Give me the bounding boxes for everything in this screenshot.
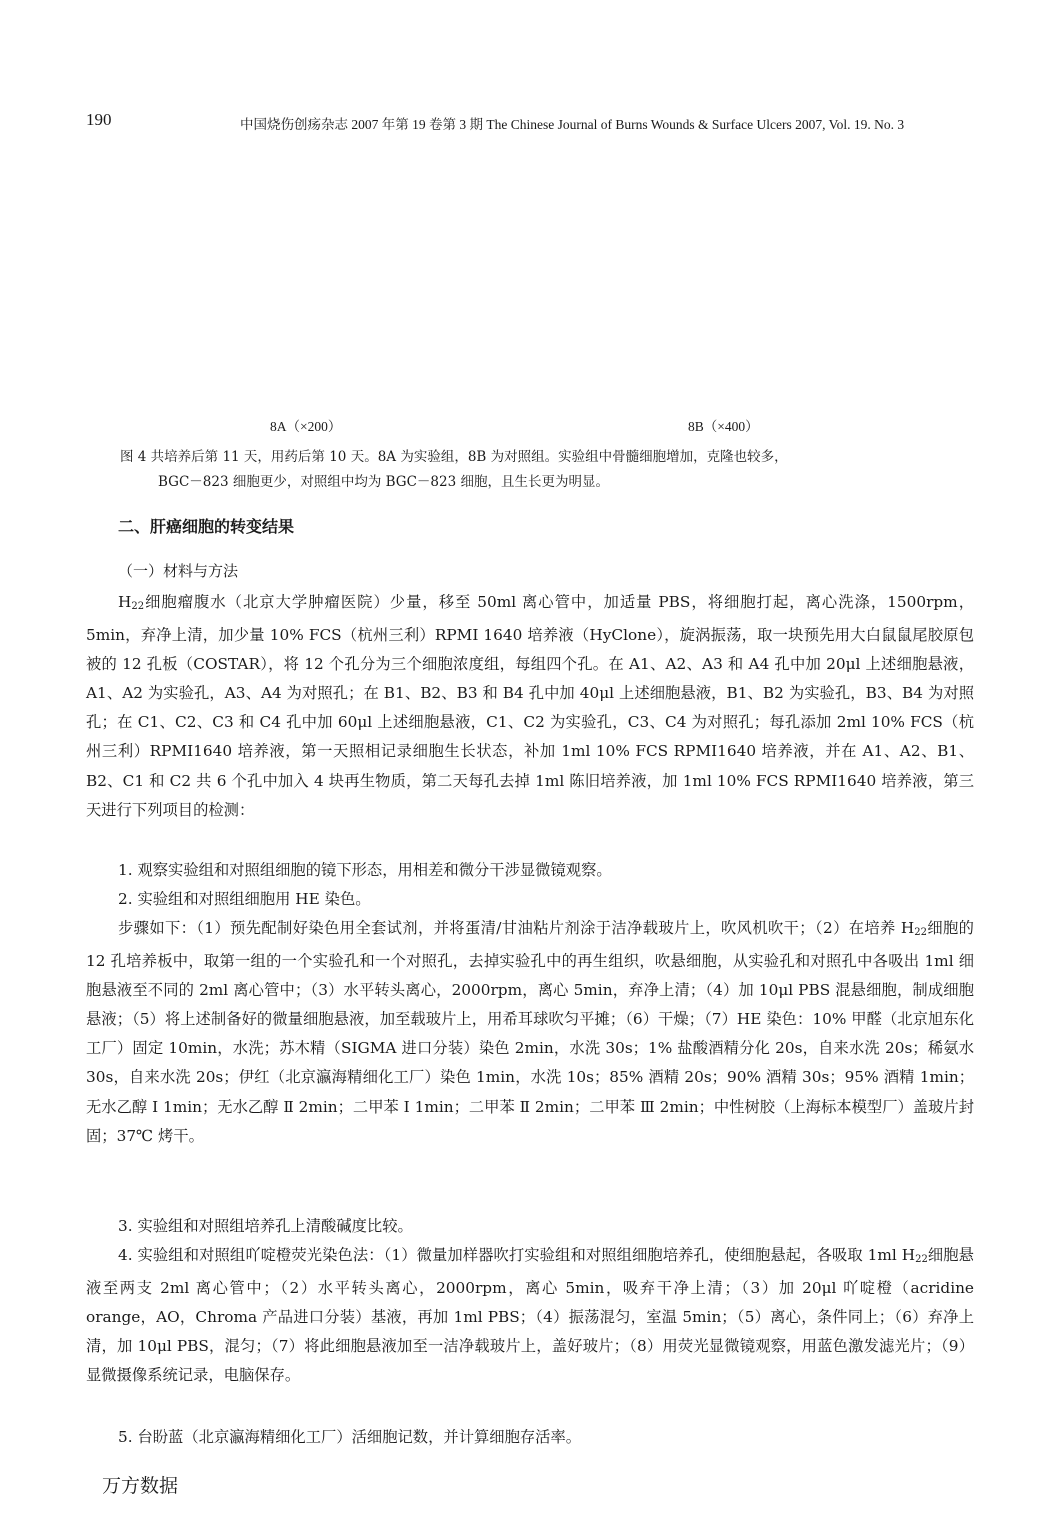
- subscript-22: 22: [914, 927, 927, 938]
- item4-text-b: 细胞悬液至两支 2ml 离心管中；（2）水平转头离心，2000rpm，离心 5min，吸弃干净上清；（3）加 20μl 吖啶橙（acridine orange，AO，Chroma 产品进口分装）基液，再加 1ml PBS；（4）振荡混匀，室温 5min；（5）离心，条件同上；（6）弃净上清，加 10μl PBS，混匀；（7）将此细胞悬液加至一洁净载玻片上，盖好玻片；（8）用荧光显微镜观察，用蓝色激发滤光片；（9）显微摄像系统记录，电脑保存。: [86, 1246, 974, 1385]
- figure-area: [100, 160, 980, 400]
- paragraph-steps: [86, 914, 974, 1151]
- h22-prefix: H: [118, 593, 132, 611]
- steps-text-a: 步骤如下：（1）预先配制好染色用全套试剂，并将蛋清/甘油粘片剂涂于洁净载玻片上，吹风机吹干；（2）在培养 H: [118, 919, 915, 937]
- paragraph-text: 细胞瘤腹水（北京大学肿瘤医院）少量，移至 50ml 离心管中，加适量 PBS，将细胞打起，离心洗涤，1500rpm，5min，弃净上清，加少量 10% FCS（杭州三利）RPMI 1640 培养液（HyClone），旋涡振荡，取一块预先用大白鼠鼠尾胶原包被的 12 孔板（COSTAR），将 12 个孔分为三个细胞浓度组，每组四个孔。在 A1、A2、A3 和 A4 孔中加 20μl 上述细胞悬液，A1、A2 为实验孔，A3、A4 为对照孔；在 B1、B2、B3 和 B4 孔中加 40μl 上述细胞悬液，B1、B2 为实验孔，B3、B4 为对照孔；在 C1、C2、C3 和 C4 孔中加 60μl 上述细胞悬液，C1、C2 为实验孔，C3、C4 为对照孔；每孔添加 2ml 10% FCS（杭州三利）RPMI1640 培养液，第一天照相记录细胞生长状态，补加 1ml 10% FCS RPMI1640 培养液，并在 A1、A2、B1、B2、C1 和 C2 共 6 个孔中加入 4 块再生物质，第二天每孔去掉 1ml 陈旧培养液，加 1ml 10% FCS RPMI1640 培养液，第三天进行下列项目的检测：: [86, 593, 974, 819]
- figure-label-8a: 8A（×200）: [270, 419, 342, 434]
- section-heading: 二、肝癌细胞的转变结果: [118, 517, 295, 536]
- page-number: 190: [86, 110, 112, 129]
- list-item-3: 3. 实验组和对照组培养孔上清酸碱度比较。: [118, 1217, 413, 1235]
- list-item-2: 2. 实验组和对照组细胞用 HE 染色。: [118, 890, 371, 908]
- watermark: 万方数据: [102, 1475, 179, 1497]
- item4-text-a: 4. 实验组和对照组吖啶橙荧光染色法：（1）微量加样器吹打实验组和对照组细胞培养孔，使细胞悬起，各吸取 1ml H: [118, 1246, 916, 1264]
- figure-label-8b: 8B（×400）: [688, 419, 759, 434]
- list-item-4: [86, 1241, 974, 1390]
- caption-line-2: BGC－823 细胞更少，对照组中均为 BGC－823 细胞，且生长更为明显。: [158, 474, 609, 490]
- running-header: 中国烧伤创疡杂志 2007 年第 19 卷第 3 期 The Chinese Journal of Burns Wounds & Surface Ulcers 2007, Vol. 19. No. 3: [240, 117, 905, 132]
- caption-line-1: 图 4 共培养后第 11 天，用药后第 10 天。8A 为实验组，8B 为对照组。实验组中骨髓细胞增加，克隆也较多，: [120, 449, 788, 465]
- sub-heading: （一）材料与方法: [118, 562, 239, 580]
- figure-caption: [120, 445, 940, 495]
- subscript-22: 22: [131, 601, 145, 612]
- paragraph-materials: [86, 588, 974, 825]
- list-item-5: 5. 台盼蓝（北京瀛海精细化工厂）活细胞记数，并计算细胞存活率。: [118, 1428, 582, 1446]
- subscript-22: 22: [915, 1254, 928, 1265]
- list-item-1: 1. 观察实验组和对照组细胞的镜下形态，用相差和微分干涉显微镜观察。: [118, 861, 612, 879]
- steps-text-b: 细胞的 12 孔培养板中，取第一组的一个实验孔和一个对照孔，去掉实验孔中的再生组织，吹悬细胞，从实验孔和对照孔中各吸出 1ml 细胞悬液至不同的 2ml 离心管中；（3）水平转头离心，2000rpm，离心 5min，弃净上清；（4）加 10μl PBS 混悬细胞，制成细胞悬液；（5）将上述制备好的微量细胞悬液，加至载玻片上，用希耳球吹匀平摊；（6）干燥；（7）HE 染色：10% 甲醛（北京旭东化工厂）固定 10min，水洗；苏木精（SIGMA 进口分装）染色 2min，水洗 30s；1% 盐酸酒精分化 20s，自来水洗 20s；稀氨水 30s，自来水洗 20s；伊红（北京瀛海精细化工厂）染色 1min，水洗 10s；85% 酒精 20s；90% 酒精 30s；95% 酒精 1min；无水乙醇 Ⅰ 1min；无水乙醇 Ⅱ 2min；二甲苯 Ⅰ 1min；二甲苯 Ⅱ 2min；二甲苯 Ⅲ 2min；中性树胶（上海标本模型厂）盖玻片封固；37℃ 烤干。: [86, 919, 974, 1145]
